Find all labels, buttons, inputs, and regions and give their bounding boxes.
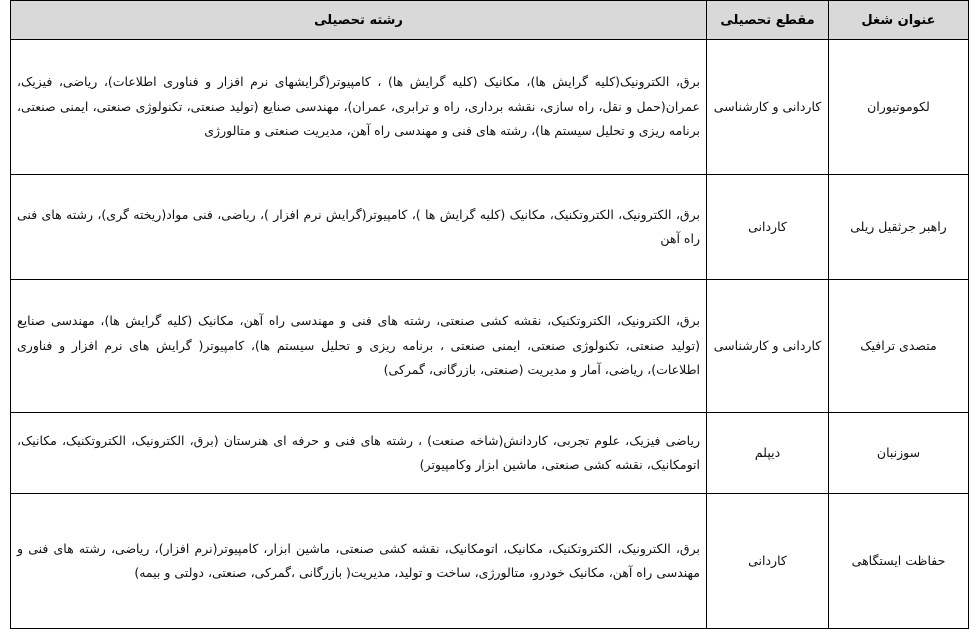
cell-degree: کاردانی [707, 494, 829, 629]
cell-field: برق، الکترونیک، الکتروتکنیک، مکانیک، اتومکانیک، نقشه کشی صنعتی، ماشین ابزار، کامپیوتر(نرم افزار)، ریاضی، رشته های فنی و مهندسی راه آهن، مکانیک خودرو، متالورژی، ساخت و تولید، مدیریت( بازرگانی ،گمرکی، صنعتی، دولتی و بیمه) [11, 494, 707, 629]
table-row [11, 40, 969, 175]
document-page [10, 0, 968, 608]
table-row [11, 413, 969, 494]
cell-degree: کاردانی [707, 175, 829, 280]
cell-field: برق، الکترونیک(کلیه گرایش ها)، مکانیک (کلیه گرایش ها) ، کامپیوتر(گرایشهای نرم افزار و فناوری اطلاعات)، ریاضی، فیزیک، عمران(حمل و نقل، راه سازی، نقشه برداری، راه و ترابری، عمران)، مهندسی صنایع (تولید صنعتی، تکنولوژی صنعتی، ایمنی صنعتی، برنامه ریزی و تحلیل سیستم ها)، رشته های فنی و مهندسی راه آهن، مدیریت صنعتی و متالورژی [11, 40, 707, 175]
table-row [11, 494, 969, 629]
table-header-row [11, 1, 969, 40]
cell-job-title: لکوموتیوران [829, 40, 969, 175]
header-degree: مقطع تحصیلی [707, 1, 829, 40]
header-job-title: عنوان شغل [829, 1, 969, 40]
cell-degree: کاردانی و کارشناسی [707, 40, 829, 175]
cell-job-title: راهبر جرثقیل ریلی [829, 175, 969, 280]
cell-job-title: متصدی ترافیک [829, 280, 969, 413]
cell-degree: دیپلم [707, 413, 829, 494]
cell-field: برق، الکترونیک، الکتروتکنیک، نقشه کشی صنعتی، رشته های فنی و مهندسی راه آهن، مکانیک (کلیه گرایش ها)، مهندسی صنایع (تولید صنعتی، تکنولوژی صنعتی، ایمنی صنعتی ، برنامه ریزی و تحلیل سیستم ها)، کامپیوتر( گرایش های نرم افزار و فناوری اطلاعات)، ریاضی، آمار و مدیریت (صنعتی، بازرگانی، گمرکی) [11, 280, 707, 413]
header-field: رشته تحصیلی [11, 1, 707, 40]
cell-job-title: حفاظت ایستگاهی [829, 494, 969, 629]
job-requirements-table [10, 0, 969, 629]
cell-field: برق، الکترونیک، الکتروتکنیک، مکانیک (کلیه گرایش ها )، کامپیوتر(گرایش نرم افزار )، ریاضی، فنی مواد(ریخته گری)، رشته های فنی راه آهن [11, 175, 707, 280]
cell-field: ریاضی فیزیک، علوم تجربی، کاردانش(شاخه صنعت) ، رشته های فنی و حرفه ای هنرستان (برق، الکترونیک، الکتروتکنیک، مکانیک، اتومکانیک، نقشه کشی صنعتی، ماشین ابزار وکامپیوتر) [11, 413, 707, 494]
cell-job-title: سوزنبان [829, 413, 969, 494]
table-row [11, 280, 969, 413]
table-row [11, 175, 969, 280]
cell-degree: کاردانی و کارشناسی [707, 280, 829, 413]
